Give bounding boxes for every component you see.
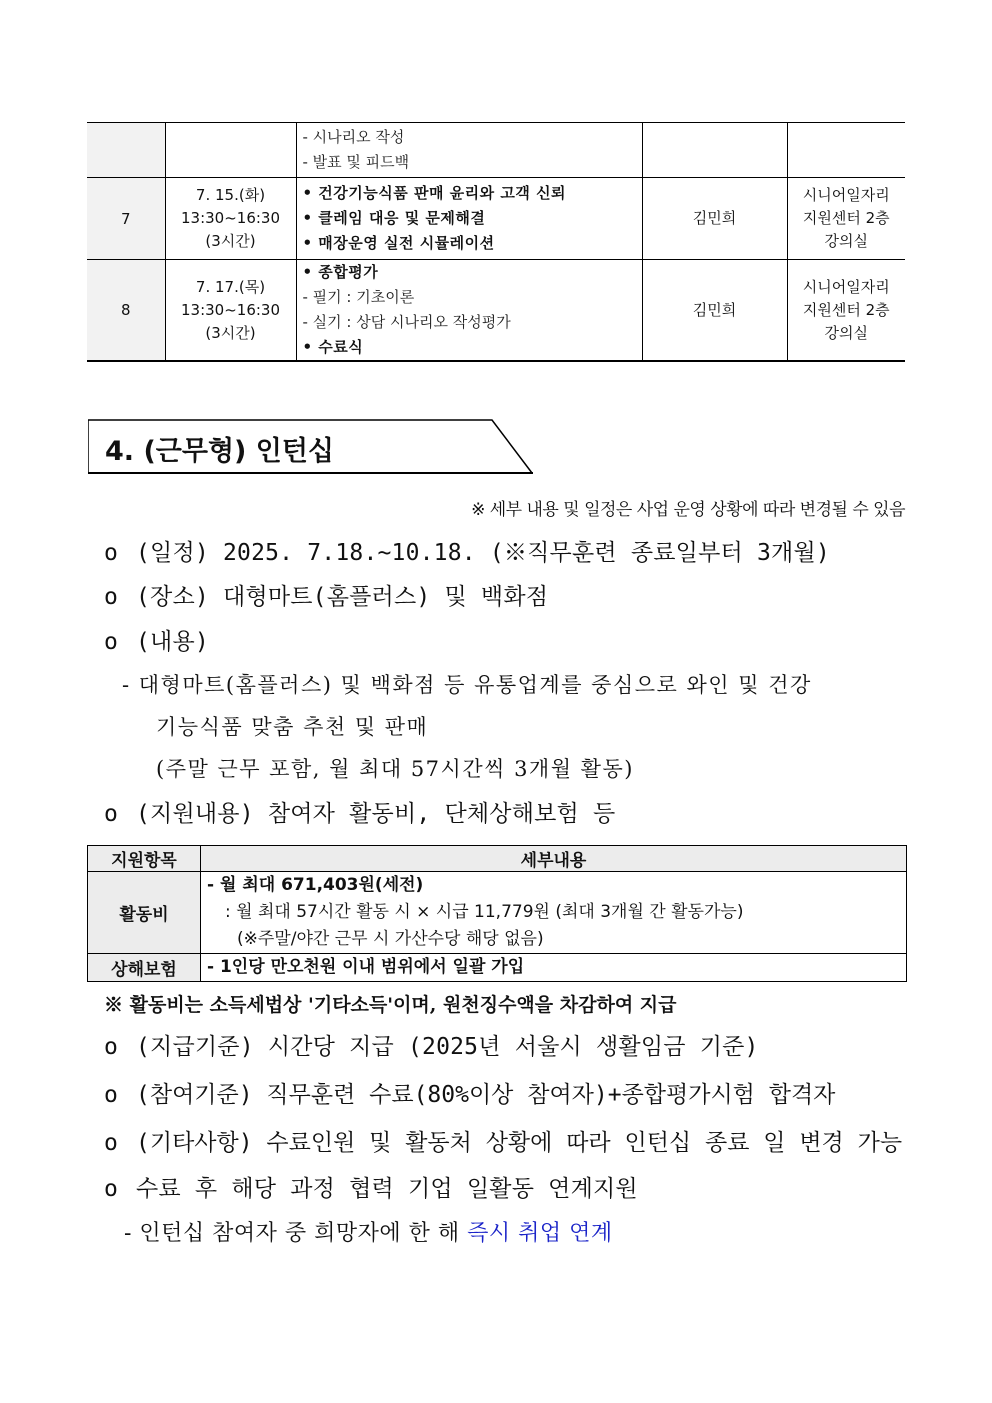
allowance-details: - 월 최대 671,403원(세전) : 월 최대 57시간 활동 시 × 시급 11,779원 (최대 3개월 간 활동가능) (※주말/야간 근무 시 가산수당 해당 없음) <box>201 872 907 954</box>
column-header: 세부내용 <box>201 846 907 872</box>
insurance-details: - 1인당 만오천원 이내 범위에서 일괄 가입 <box>201 954 907 982</box>
session-content: • 종합평가 - 필기 : 기초이론 - 실기 : 상담 시나리오 작성평가 • 수료식 <box>296 260 642 362</box>
allowance-label: 활동비 <box>88 872 201 954</box>
schedule-line: o (일정) 2025. 7.18.~10.18. (※직무훈련 종료일부터 3개월) <box>104 540 830 566</box>
session-teacher: 김민희 <box>642 260 787 362</box>
support-line: o (지원내용) 참여자 활동비, 단체상해보험 등 <box>104 801 616 827</box>
etc-line: o (기타사항) 수료인원 및 활동처 상황에 따라 인턴십 종료 일 변경 가능 <box>104 1130 903 1156</box>
after-line: o 수료 후 해당 과정 협력 기업 일활동 연계지원 <box>104 1176 638 1202</box>
section-title: 4. (근무형) 인턴십 <box>105 436 335 467</box>
tax-notice: ※ 활동비는 소득세법상 '기타소득'이며, 원천징수액을 차감하여 지급 <box>104 994 677 1016</box>
session-content: - 시나리오 작성 - 발표 및 피드백 <box>296 123 642 178</box>
column-header: 지원항목 <box>88 846 201 872</box>
table-row <box>88 954 907 982</box>
content-line-3: (주말 근무 포함, 월 최대 57시간씩 3개월 활동) <box>156 757 634 781</box>
support-table <box>87 845 907 982</box>
session-place: 시니어일자리 지원센터 2층 강의실 <box>787 178 905 260</box>
session-teacher: 김민희 <box>642 178 787 260</box>
section-header <box>88 419 533 475</box>
session-number: 7 <box>87 178 165 260</box>
employment-line: - 인턴십 참여자 중 희망자에 한 해 즉시 취업 연계 <box>124 1221 613 1246</box>
session-place: 시니어일자리 지원센터 2층 강의실 <box>787 260 905 362</box>
employment-highlight: 즉시 취업 연계 <box>467 1221 613 1246</box>
session-date: 7. 15.(화) 13:30~16:30 (3시간) <box>165 178 296 260</box>
table-row <box>87 178 905 260</box>
insurance-label: 상해보험 <box>88 954 201 982</box>
content-line-1: - 대형마트(홈플러스) 및 백화점 등 유통업계를 중심으로 와인 및 건강 <box>122 673 812 697</box>
table-row <box>87 260 905 362</box>
content-line-2: 기능식품 맞춤 추천 및 판매 <box>156 715 429 739</box>
schedule-table <box>87 122 905 362</box>
pay-line: o (지급기준) 시간당 지급 (2025년 서울시 생활임금 기준) <box>104 1034 759 1060</box>
place-line: o (장소) 대형마트(홈플러스) 및 백화점 <box>104 584 549 610</box>
table-row <box>88 872 907 954</box>
content-heading: o (내용) <box>104 629 209 655</box>
session-date: 7. 17.(목) 13:30~16:30 (3시간) <box>165 260 296 362</box>
table-header-row <box>88 846 907 872</box>
table-row <box>87 123 905 178</box>
schedule-change-note: ※ 세부 내용 및 일정은 사업 운영 상황에 따라 변경될 수 있음 <box>471 500 905 520</box>
criteria-line: o (참여기준) 직무훈련 수료(80%이상 참여자)+종합평가시험 합격자 <box>104 1082 836 1108</box>
session-number: 8 <box>87 260 165 362</box>
session-content: • 건강기능식품 판매 윤리와 고객 신뢰 • 클레임 대응 및 문제해결 • 매장운영 실전 시뮬레이션 <box>296 178 642 260</box>
session-number <box>87 123 165 178</box>
